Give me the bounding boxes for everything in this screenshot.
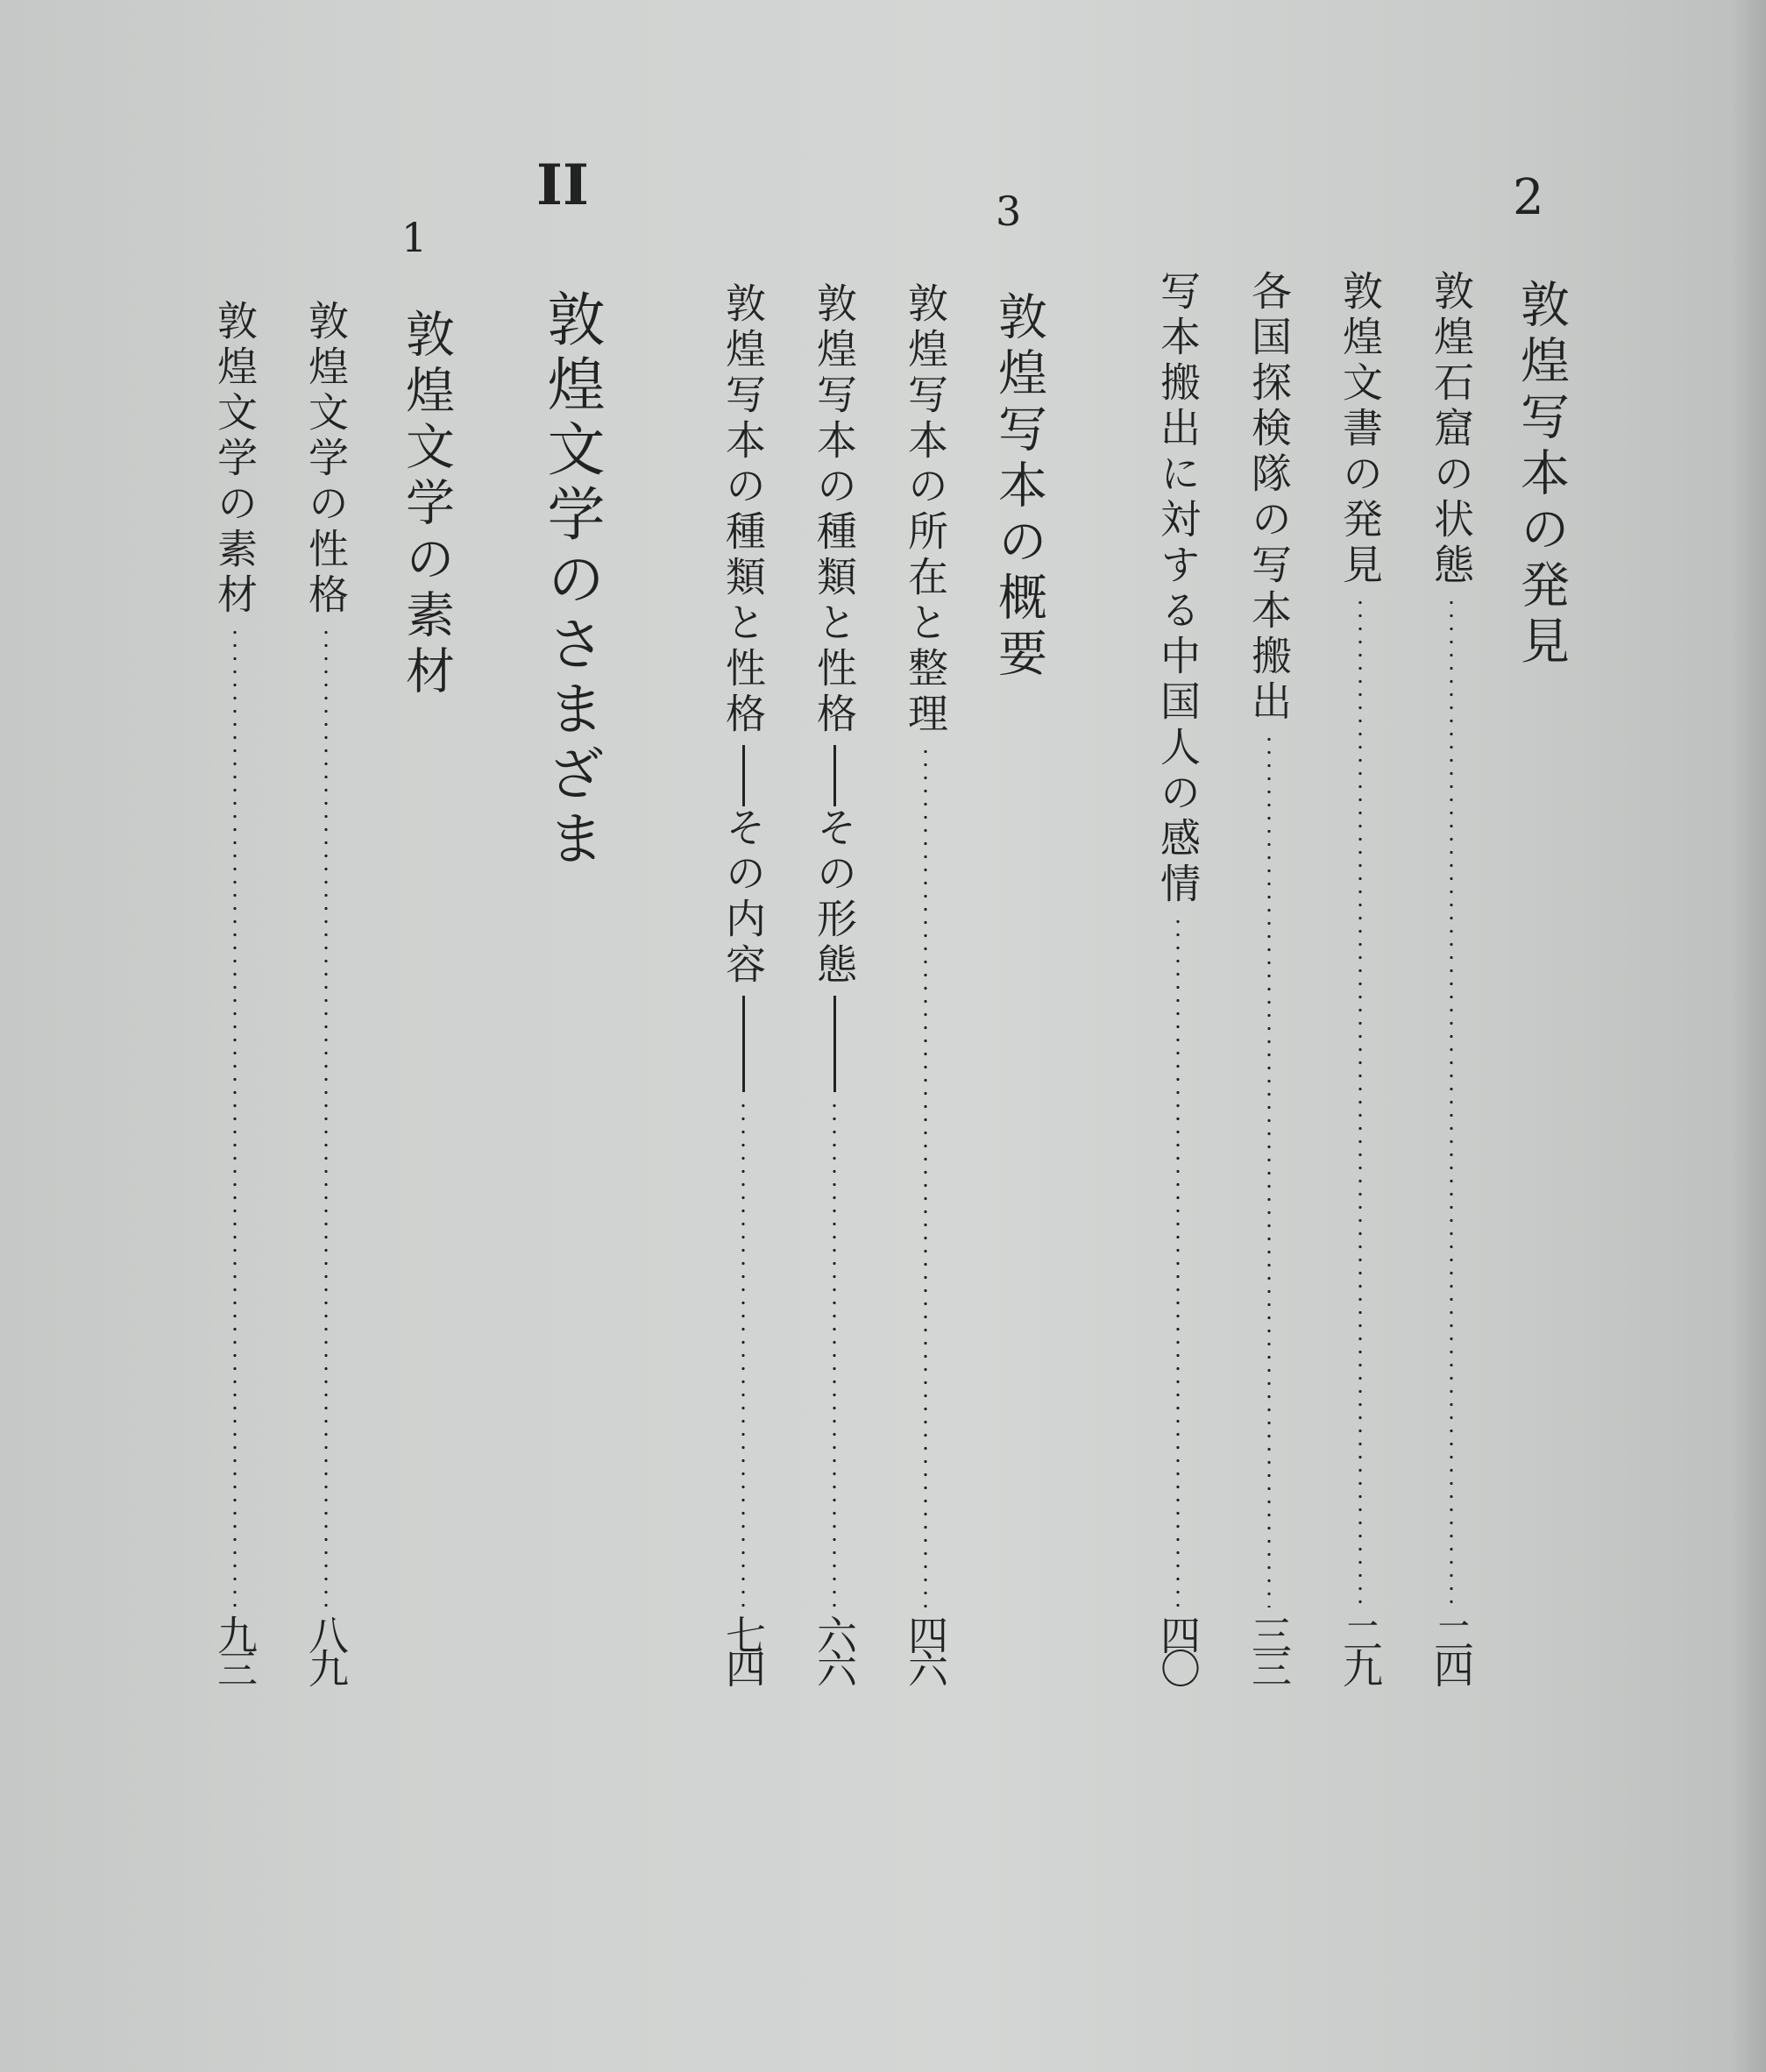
page-number: 二九 xyxy=(1337,1614,1384,1681)
entry-title: 写本搬出に対する中国人の感情 xyxy=(1154,270,1202,908)
page-number: 二四 xyxy=(1428,1614,1475,1681)
chapter-number: 2 xyxy=(1513,169,1544,226)
page-number: 八九 xyxy=(302,1614,350,1681)
page-number: 七四 xyxy=(720,1614,767,1681)
em-dash xyxy=(742,745,745,806)
entry-title: 敦煌写本の所在と整理 xyxy=(902,282,949,738)
chapter-heading: 敦煌写本の発見 xyxy=(1513,279,1570,671)
binding-shadow xyxy=(1731,0,1766,2072)
dot-leader xyxy=(741,1099,745,1607)
dot-leader xyxy=(1176,915,1180,1607)
toc-entry[interactable] xyxy=(897,282,954,1681)
toc-entry[interactable] xyxy=(1332,270,1388,1681)
dot-leader xyxy=(833,1099,836,1607)
toc-entry[interactable] xyxy=(298,300,354,1681)
em-dash xyxy=(833,745,836,806)
part-number: II xyxy=(536,153,589,218)
entry-title: 敦煌文書の発見 xyxy=(1337,270,1384,589)
toc-entry[interactable] xyxy=(207,300,263,1681)
section-number: 1 xyxy=(401,214,428,261)
entry-subtitle: その形態 xyxy=(811,806,858,989)
section-heading: 敦煌文学の素材 xyxy=(398,309,455,701)
entry-title: 敦煌写本の種類と性格 xyxy=(720,282,767,738)
part-heading: 敦煌文学のさまざま xyxy=(537,289,605,873)
chapter-heading: 敦煌写本の概要 xyxy=(990,291,1047,684)
toc-entry[interactable] xyxy=(1150,270,1206,1681)
dot-leader xyxy=(1450,596,1453,1607)
chapter-number: 3 xyxy=(996,188,1022,235)
toc-entry[interactable] xyxy=(806,282,862,1681)
entry-title: 敦煌文学の性格 xyxy=(302,300,350,619)
toc-entry[interactable] xyxy=(715,282,771,1681)
dot-leader xyxy=(233,626,237,1607)
page-number: 六六 xyxy=(811,1614,858,1681)
dot-leader xyxy=(1358,596,1362,1607)
entry-subtitle: その内容 xyxy=(720,806,767,989)
entry-title: 敦煌文学の素材 xyxy=(211,300,259,619)
toc-entry[interactable] xyxy=(1423,270,1479,1681)
dot-leader xyxy=(1267,733,1271,1607)
entry-title: 各国探検隊の写本搬出 xyxy=(1245,270,1293,726)
entry-title: 敦煌写本の種類と性格 xyxy=(811,282,858,738)
page-number: 四六 xyxy=(902,1614,949,1681)
dot-leader xyxy=(324,626,328,1607)
toc-entry[interactable] xyxy=(1241,270,1297,1681)
dot-leader xyxy=(924,745,927,1607)
em-dash xyxy=(742,996,745,1092)
page-number: 四〇 xyxy=(1154,1614,1202,1681)
em-dash xyxy=(833,996,836,1092)
page-number: 九三 xyxy=(211,1614,259,1681)
page-number: 三三 xyxy=(1245,1614,1293,1681)
entry-title: 敦煌石窟の状態 xyxy=(1428,270,1475,589)
